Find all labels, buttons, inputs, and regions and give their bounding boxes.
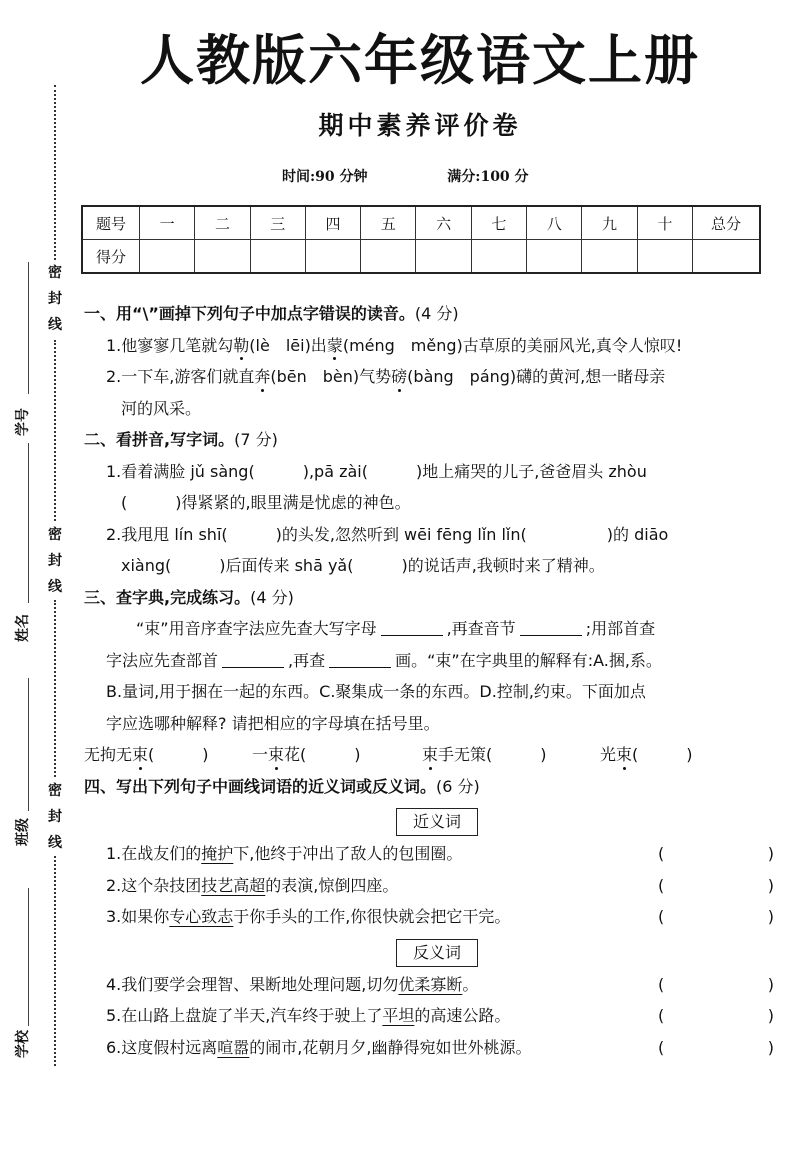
choice-item[interactable]: 无拘无束( )	[84, 739, 252, 771]
choice-item[interactable]: 束手无策( )	[422, 739, 600, 771]
class-line[interactable]	[28, 678, 29, 811]
section-2-question-2-cont: xiàng( )后面传来 shā yǎ( )的说话声,我顿时来了精神。	[121, 556, 605, 575]
answer-paren[interactable]: ( )	[658, 974, 774, 994]
column-header: 二	[195, 206, 250, 240]
fill-blank-initial-letter[interactable]	[381, 617, 443, 636]
dotted-char: 磅	[391, 361, 407, 393]
name-line[interactable]	[28, 443, 29, 603]
antonym-item-6: 6.这度假村远离喧嚣的闹市,花朝月夕,幽静得宛如世外桃源。 ( )	[84, 1032, 774, 1064]
school-line[interactable]	[28, 888, 29, 1026]
exam-title: 人教版六年级语文上册	[140, 28, 700, 92]
score-cell-total[interactable]	[693, 240, 761, 274]
section-3-paragraph-2: 字法应先查部首 ,再查 画。“束”在字典里的解释有:A.捆,系。	[106, 650, 662, 670]
full-score: 满分:100 分	[447, 169, 529, 185]
score-cell[interactable]	[471, 240, 526, 274]
section-3-paragraph-1: “束”用音序查字法应先查大写字母 ,再查音节 ;用部首查	[136, 619, 656, 638]
choice-item[interactable]: 一束花( )	[252, 739, 422, 771]
column-header: 十	[637, 206, 692, 240]
section-3-paragraph-4: 字应选哪种解释? 请把相应的字母填在括号里。	[106, 713, 440, 733]
section-4-heading: 四、写出下列句子中画线词语的近义词或反义词。(6 分)	[84, 776, 480, 796]
column-header: 六	[416, 206, 471, 240]
section-1-question-2-cont: 河的风采。	[121, 398, 202, 418]
column-header: 四	[305, 206, 360, 240]
seal-dotted-line	[54, 600, 56, 780]
class-label: 班级	[15, 818, 31, 846]
time-limit: 时间:90 分钟	[282, 169, 368, 185]
synonym-item-3: 3.如果你专心致志于你手头的工作,你很快就会把它干完。 ( )	[84, 901, 774, 933]
choice-item[interactable]: 光束( )	[600, 739, 693, 771]
score-table-score-row	[82, 240, 760, 274]
section-3-choices	[84, 739, 774, 771]
column-header: 一	[140, 206, 195, 240]
score-table	[81, 205, 761, 274]
score-cell[interactable]	[250, 240, 305, 274]
seal-dotted-line	[54, 340, 56, 525]
seal-text: 密 封 线	[47, 778, 63, 856]
answer-paren[interactable]: ( )	[658, 1037, 774, 1057]
fill-blank-radical[interactable]	[222, 649, 284, 668]
fill-blank-syllable[interactable]	[520, 617, 582, 636]
seal-text: 密 封 线	[47, 260, 63, 338]
section-3-heading: 三、查字典,完成练习。(4 分)	[84, 587, 294, 607]
score-table-header-row	[82, 206, 760, 240]
school-label: 学校	[15, 1030, 31, 1058]
antonym-item-5: 5.在山路上盘旋了半天,汽车终于驶上了平坦的高速公路。 ( )	[84, 1000, 774, 1032]
score-cell[interactable]	[305, 240, 360, 274]
dotted-char: 奔	[254, 361, 270, 393]
score-cell[interactable]	[195, 240, 250, 274]
dotted-char: 束	[132, 739, 148, 771]
antonym-item-4: 4.我们要学会理智、果断地处理问题,切勿优柔寡断。 ( )	[84, 969, 774, 1001]
question-number-label: 题号	[82, 206, 140, 240]
column-header: 八	[527, 206, 582, 240]
dotted-char: 束	[616, 739, 632, 771]
antonym-box: 反义词	[396, 939, 478, 967]
synonym-box: 近义词	[396, 808, 478, 836]
dotted-char: 勒	[233, 330, 249, 362]
section-1-question-2: 2.一下车,游客们就直奔(bēn bèn)气势磅(bàng páng)礴的黄河,想一睹母亲	[84, 361, 774, 393]
answer-paren[interactable]: ( )	[658, 875, 774, 895]
exam-subtitle: 期中素养评价卷	[318, 111, 522, 140]
answer-paren[interactable]: ( )	[658, 844, 774, 863]
score-cell[interactable]	[527, 240, 582, 274]
dotted-char: 束	[422, 739, 438, 771]
synonym-item-1: 1.在战友们的掩护下,他终于冲出了敌人的包围圈。 ( )	[84, 838, 774, 870]
section-2-question-1-cont: ( )得紧紧的,眼里满是忧虑的神色。	[121, 493, 411, 512]
dotted-char: 束	[268, 739, 284, 771]
column-header: 五	[361, 206, 416, 240]
dotted-char: 蒙	[327, 330, 343, 362]
column-header: 三	[250, 206, 305, 240]
score-cell[interactable]	[140, 240, 195, 274]
binding-margin	[0, 0, 80, 1172]
score-cell[interactable]	[582, 240, 637, 274]
exam-content	[84, 298, 774, 1063]
exam-meta	[282, 166, 529, 186]
seal-dotted-line	[54, 856, 56, 1066]
section-1-heading: 一、用“\”画掉下列句子中加点字错误的读音。(4 分)	[84, 304, 459, 323]
section-1-question-1: 1.他寥寥几笔就勾勒(lè lēi)出蒙(méng měng)古草原的美丽风光,真令人惊叹!	[84, 330, 774, 362]
seal-text: 密 封 线	[47, 522, 63, 600]
score-label: 得分	[82, 240, 140, 274]
score-cell[interactable]	[416, 240, 471, 274]
column-header: 七	[471, 206, 526, 240]
section-2-question-2: 2.我甩甩 lín shī( )的头发,忽然听到 wēi fēng lǐn lǐn( )的 diāo	[106, 524, 669, 544]
column-header: 九	[582, 206, 637, 240]
score-cell[interactable]	[637, 240, 692, 274]
section-2-heading: 二、看拼音,写字词。(7 分)	[84, 430, 278, 449]
synonym-item-2: 2.这个杂技团技艺高超的表演,惊倒四座。 ( )	[84, 870, 774, 902]
score-cell[interactable]	[361, 240, 416, 274]
column-header-total: 总分	[693, 206, 761, 240]
name-label: 姓名	[15, 614, 31, 642]
section-2-question-1: 1.看着满脸 jǔ sàng( ),pā zài( )地上痛哭的儿子,爸爸眉头 zhòu	[106, 461, 647, 481]
student-id-line[interactable]	[28, 262, 29, 394]
fill-blank-strokes[interactable]	[329, 649, 391, 668]
answer-paren[interactable]: ( )	[658, 1006, 774, 1025]
student-id-label: 学号	[15, 408, 31, 436]
answer-paren[interactable]: ( )	[658, 907, 774, 926]
section-3-paragraph-3: B.量词,用于捆在一起的东西。C.聚集成一条的东西。D.控制,约束。下面加点	[106, 682, 646, 701]
